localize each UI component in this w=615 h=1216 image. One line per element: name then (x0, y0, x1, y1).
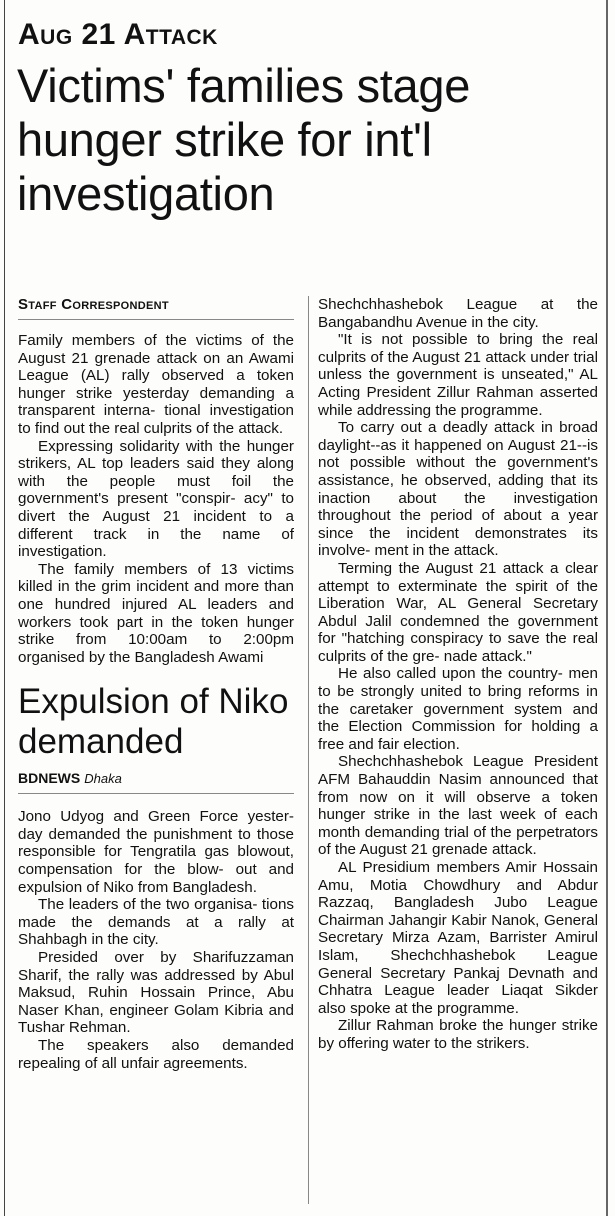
story1-paragraph: Expressing solidarity with the hunger strikers, AL top leaders said they along with the people must foil the government's present "conspir- acy" to divert the August 21 incident to a different track in the name of investigation. (18, 437, 294, 561)
story2-paragraph: The leaders of the two organisa- tions made the demands at a rally at Shahbagh in the city. (18, 896, 294, 949)
left-column (18, 296, 294, 1072)
kicker-text: Aug 21 Attack (18, 18, 218, 51)
section-kicker (18, 18, 598, 53)
story1-paragraph: AL Presidium members Amir Hossain Amu, Motia Chowdhury and Abdur Razzaq, Bangladesh Jubo League Chairman Jahangir Kabir Nanok, General Secretary Mirza Azam, Barrister Amirul Islam, Shechchhashebok League General Secretary Pankaj Devnath and Chhatra League leader Liaqat Sikder also spoke at the programme. (318, 859, 598, 1017)
story2-byline (18, 770, 294, 794)
story2 (18, 682, 294, 1072)
news-clipping (17, 14, 598, 1072)
story1-right-body (318, 296, 598, 1053)
story2-paragraph: Jono Udyog and Green Force yester- day demanded the punishment to those responsible for Tengratila gas blowout, compensation for the blow- out and expulsion of Niko from Bangladesh. (18, 808, 294, 896)
story1-paragraph: He also called upon the country- men to be strongly united to bring reforms in the caretaker government system and the Election Commission for holding a free and fair election. (318, 665, 598, 753)
story1-paragraph: Shechchhashebok League at the Bangabandhu Avenue in the city. (318, 296, 598, 331)
story2-location: Dhaka (84, 771, 122, 787)
story1-paragraph: Shechchhashebok League President AFM Bahauddin Nasim announced that from now on it will observe a token hunger strike in the last week of each month demanding trial of the perpetrators of the August 21 grenade attack. (318, 753, 598, 859)
right-column (318, 296, 598, 1053)
page-edge-right (606, 0, 608, 1216)
story1-paragraph: Terming the August 21 attack a clear attempt to exterminate the spirit of the Liberation War, AL General Secretary Abdul Jalil condemned the government for "hatching conspiracy to save the real culprits of the gre- nade attack." (318, 559, 598, 665)
story1-paragraph: The family members of 13 victims killed in the grim incident and more than one hundred injured AL leaders and workers took part in the token hunger strike from 10:00am to 2:00pm organised by the Bangladesh Awami (18, 560, 294, 666)
story1-paragraph: "It is not possible to bring the real culprits of the August 21 attack under trial unless the government is unseated," AL Acting President Zillur Rahman asserted while addressing the programme. (318, 331, 598, 419)
story1-left-body (18, 332, 294, 666)
page-edge-left (4, 0, 5, 1216)
column-divider (308, 296, 309, 1204)
story1-paragraph: Family members of the victims of the August 21 grenade attack on an Awami League (AL) rally observed a token hunger strike yesterday demanding a transparent interna- tional investigation to find out the real culprits of the attack. (18, 332, 294, 437)
story1-paragraph: Zillur Rahman broke the hunger strike by offering water to the strikers. (318, 1017, 598, 1052)
story2-paragraph: Presided over by Sharifuzzaman Sharif, the rally was addressed by Abul Maksud, Ruhin Hossain Prince, Abu Naser Khan, engineer Golam Kibria and Tushar Rehman. (18, 949, 294, 1037)
main-headline: Victims' families stage hunger strike for int'l investigation (17, 58, 471, 220)
byline-text: Staff Correspondent (18, 296, 169, 313)
story1-paragraph: To carry out a deadly attack in broad daylight--as it happened on August 21--is not possible without the government's assistance, he observed, adding that its inaction about the investigation throughout the period of about a year since the incident demonstrates its involve- ment in the attack. (318, 419, 598, 560)
story2-paragraph: The speakers also demanded repealing of all unfair agreements. (18, 1037, 294, 1072)
byline (18, 296, 294, 320)
story2-body (18, 808, 294, 1072)
story2-headline: Expulsion of Niko demanded (18, 682, 289, 762)
story2-byline-text: BDNEWS (18, 770, 81, 787)
